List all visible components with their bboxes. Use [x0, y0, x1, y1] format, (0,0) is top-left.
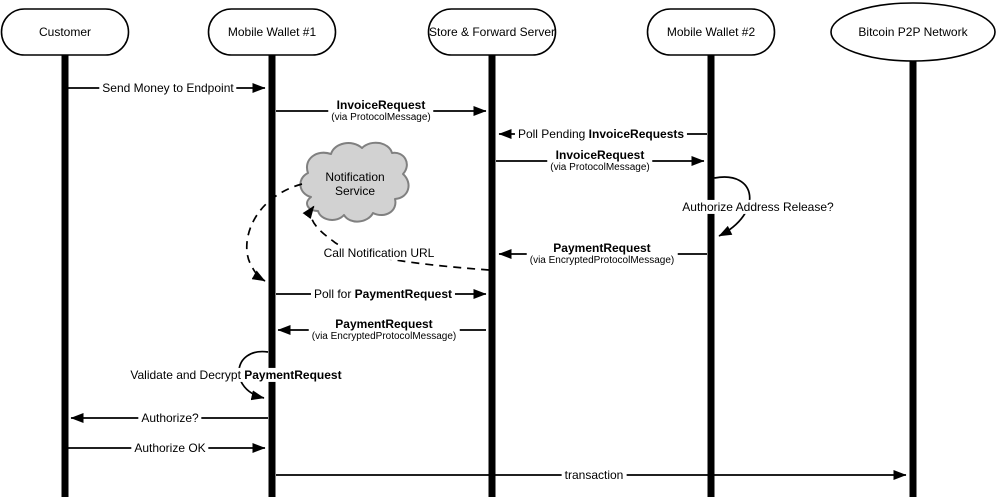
actor-label-bitcoin-p2p-network: Bitcoin P2P Network: [858, 24, 968, 39]
message-label-authorize-question: Authorize?: [138, 411, 201, 425]
message-label-invoicerequest-1: InvoiceRequest (via ProtocolMessage): [328, 98, 433, 124]
message-label-poll-pending: Poll Pending InvoiceRequests: [515, 127, 687, 141]
message-label-poll-for-paymentrequest: Poll for PaymentRequest: [311, 287, 455, 301]
message-label-authorize-address-release: Authorize Address Release?: [679, 200, 836, 214]
notification-service-label: Notification Service: [325, 169, 385, 198]
actor-label-mobile-wallet-2: Mobile Wallet #2: [666, 24, 756, 39]
message-label-paymentrequest-1: PaymentRequest (via EncryptedProtocolMessage): [527, 241, 678, 267]
message-label-transaction: transaction: [562, 468, 627, 482]
message-label-authorize-ok: Authorize OK: [131, 441, 208, 455]
actor-label-store-forward-server: Store & Forward Server: [428, 24, 556, 39]
message-label-paymentrequest-2: PaymentRequest (via EncryptedProtocolMessage): [309, 317, 460, 343]
message-label-call-notification-url: Call Notification URL: [321, 246, 438, 260]
actor-label-customer: Customer: [38, 24, 92, 39]
message-label-validate-and-decrypt: Validate and Decrypt PaymentRequest: [127, 368, 344, 382]
message-label-invoicerequest-2: InvoiceRequest (via ProtocolMessage): [547, 148, 652, 174]
message-label-send-money: Send Money to Endpoint: [99, 81, 236, 95]
actor-label-mobile-wallet-1: Mobile Wallet #1: [227, 24, 317, 39]
